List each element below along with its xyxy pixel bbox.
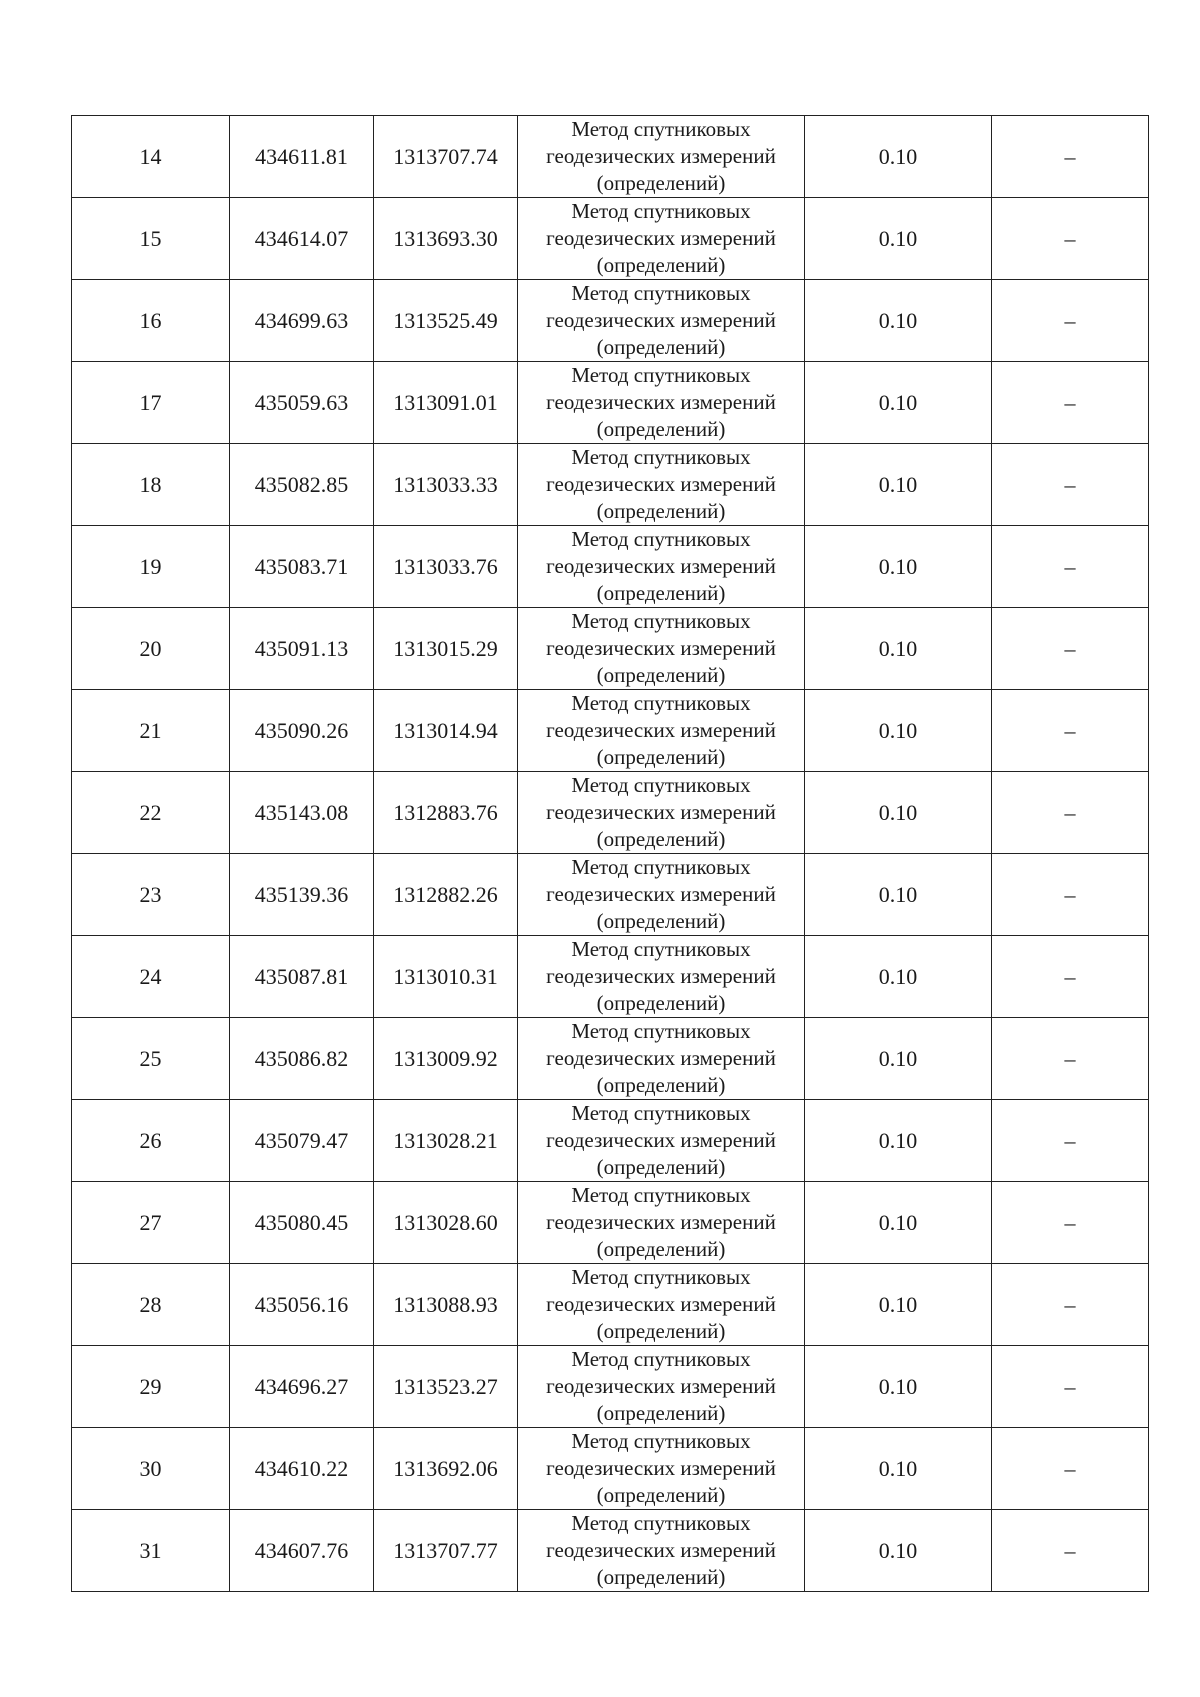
accuracy-cell: 0.10 [805, 198, 992, 280]
point-number-cell: 18 [72, 444, 230, 526]
point-number-cell: 28 [72, 1264, 230, 1346]
table-row [72, 854, 1149, 936]
y-coordinate-cell: 1313014.94 [374, 690, 518, 772]
table-row [72, 772, 1149, 854]
note-cell: – [992, 444, 1149, 526]
point-number-cell: 25 [72, 1018, 230, 1100]
note-cell: – [992, 1510, 1149, 1592]
point-number-cell: 21 [72, 690, 230, 772]
accuracy-cell: 0.10 [805, 280, 992, 362]
note-cell: – [992, 1100, 1149, 1182]
accuracy-cell: 0.10 [805, 772, 992, 854]
accuracy-cell: 0.10 [805, 1346, 992, 1428]
note-cell: – [992, 362, 1149, 444]
x-coordinate-cell: 435080.45 [230, 1182, 374, 1264]
table-row [72, 1182, 1149, 1264]
method-cell: Метод спутниковых геодезических измерений (определений) [518, 116, 805, 198]
method-cell: Метод спутниковых геодезических измерений (определений) [518, 772, 805, 854]
y-coordinate-cell: 1313523.27 [374, 1346, 518, 1428]
x-coordinate-cell: 434607.76 [230, 1510, 374, 1592]
x-coordinate-cell: 435091.13 [230, 608, 374, 690]
note-cell: – [992, 1346, 1149, 1428]
x-coordinate-cell: 434610.22 [230, 1428, 374, 1510]
y-coordinate-cell: 1313028.21 [374, 1100, 518, 1182]
table-row [72, 444, 1149, 526]
coordinates-table-body [72, 116, 1149, 1592]
x-coordinate-cell: 435059.63 [230, 362, 374, 444]
note-cell: – [992, 198, 1149, 280]
note-cell: – [992, 1182, 1149, 1264]
method-cell: Метод спутниковых геодезических измерений (определений) [518, 936, 805, 1018]
accuracy-cell: 0.10 [805, 1182, 992, 1264]
note-cell: – [992, 1428, 1149, 1510]
point-number-cell: 19 [72, 526, 230, 608]
point-number-cell: 30 [72, 1428, 230, 1510]
x-coordinate-cell: 435056.16 [230, 1264, 374, 1346]
method-cell: Метод спутниковых геодезических измерений (определений) [518, 280, 805, 362]
y-coordinate-cell: 1313693.30 [374, 198, 518, 280]
y-coordinate-cell: 1313028.60 [374, 1182, 518, 1264]
accuracy-cell: 0.10 [805, 1018, 992, 1100]
x-coordinate-cell: 435087.81 [230, 936, 374, 1018]
table-row [72, 1428, 1149, 1510]
y-coordinate-cell: 1313033.33 [374, 444, 518, 526]
y-coordinate-cell: 1313091.01 [374, 362, 518, 444]
table-row [72, 690, 1149, 772]
y-coordinate-cell: 1313692.06 [374, 1428, 518, 1510]
x-coordinate-cell: 435143.08 [230, 772, 374, 854]
accuracy-cell: 0.10 [805, 608, 992, 690]
accuracy-cell: 0.10 [805, 936, 992, 1018]
table-row [72, 1346, 1149, 1428]
method-cell: Метод спутниковых геодезических измерений (определений) [518, 526, 805, 608]
note-cell: – [992, 280, 1149, 362]
table-row [72, 936, 1149, 1018]
coordinates-table [71, 115, 1149, 1592]
table-row [72, 116, 1149, 198]
accuracy-cell: 0.10 [805, 444, 992, 526]
point-number-cell: 27 [72, 1182, 230, 1264]
method-cell: Метод спутниковых геодезических измерений (определений) [518, 362, 805, 444]
point-number-cell: 15 [72, 198, 230, 280]
accuracy-cell: 0.10 [805, 1428, 992, 1510]
note-cell: – [992, 116, 1149, 198]
x-coordinate-cell: 434696.27 [230, 1346, 374, 1428]
accuracy-cell: 0.10 [805, 1100, 992, 1182]
accuracy-cell: 0.10 [805, 1510, 992, 1592]
note-cell: – [992, 608, 1149, 690]
point-number-cell: 14 [72, 116, 230, 198]
y-coordinate-cell: 1312882.26 [374, 854, 518, 936]
note-cell: – [992, 526, 1149, 608]
method-cell: Метод спутниковых геодезических измерений (определений) [518, 444, 805, 526]
method-cell: Метод спутниковых геодезических измерений (определений) [518, 1018, 805, 1100]
x-coordinate-cell: 435139.36 [230, 854, 374, 936]
x-coordinate-cell: 435083.71 [230, 526, 374, 608]
table-row [72, 526, 1149, 608]
accuracy-cell: 0.10 [805, 526, 992, 608]
y-coordinate-cell: 1312883.76 [374, 772, 518, 854]
x-coordinate-cell: 435090.26 [230, 690, 374, 772]
table-row [72, 608, 1149, 690]
note-cell: – [992, 936, 1149, 1018]
method-cell: Метод спутниковых геодезических измерений (определений) [518, 690, 805, 772]
note-cell: – [992, 690, 1149, 772]
y-coordinate-cell: 1313088.93 [374, 1264, 518, 1346]
table-row [72, 280, 1149, 362]
y-coordinate-cell: 1313009.92 [374, 1018, 518, 1100]
accuracy-cell: 0.10 [805, 116, 992, 198]
method-cell: Метод спутниковых геодезических измерений (определений) [518, 854, 805, 936]
x-coordinate-cell: 434699.63 [230, 280, 374, 362]
point-number-cell: 22 [72, 772, 230, 854]
accuracy-cell: 0.10 [805, 854, 992, 936]
y-coordinate-cell: 1313015.29 [374, 608, 518, 690]
table-row [72, 1100, 1149, 1182]
table-row [72, 198, 1149, 280]
x-coordinate-cell: 435082.85 [230, 444, 374, 526]
table-row [72, 1018, 1149, 1100]
method-cell: Метод спутниковых геодезических измерений (определений) [518, 198, 805, 280]
accuracy-cell: 0.10 [805, 1264, 992, 1346]
method-cell: Метод спутниковых геодезических измерений (определений) [518, 608, 805, 690]
method-cell: Метод спутниковых геодезических измерений (определений) [518, 1182, 805, 1264]
method-cell: Метод спутниковых геодезических измерений (определений) [518, 1510, 805, 1592]
point-number-cell: 16 [72, 280, 230, 362]
note-cell: – [992, 772, 1149, 854]
table-row [72, 1264, 1149, 1346]
point-number-cell: 31 [72, 1510, 230, 1592]
y-coordinate-cell: 1313525.49 [374, 280, 518, 362]
y-coordinate-cell: 1313707.77 [374, 1510, 518, 1592]
accuracy-cell: 0.10 [805, 362, 992, 444]
method-cell: Метод спутниковых геодезических измерений (определений) [518, 1428, 805, 1510]
accuracy-cell: 0.10 [805, 690, 992, 772]
point-number-cell: 24 [72, 936, 230, 1018]
method-cell: Метод спутниковых геодезических измерений (определений) [518, 1100, 805, 1182]
x-coordinate-cell: 435086.82 [230, 1018, 374, 1100]
point-number-cell: 20 [72, 608, 230, 690]
point-number-cell: 29 [72, 1346, 230, 1428]
x-coordinate-cell: 435079.47 [230, 1100, 374, 1182]
x-coordinate-cell: 434614.07 [230, 198, 374, 280]
x-coordinate-cell: 434611.81 [230, 116, 374, 198]
y-coordinate-cell: 1313707.74 [374, 116, 518, 198]
table-row [72, 1510, 1149, 1592]
point-number-cell: 17 [72, 362, 230, 444]
y-coordinate-cell: 1313033.76 [374, 526, 518, 608]
note-cell: – [992, 1018, 1149, 1100]
table-row [72, 362, 1149, 444]
note-cell: – [992, 1264, 1149, 1346]
point-number-cell: 23 [72, 854, 230, 936]
y-coordinate-cell: 1313010.31 [374, 936, 518, 1018]
method-cell: Метод спутниковых геодезических измерений (определений) [518, 1346, 805, 1428]
method-cell: Метод спутниковых геодезических измерений (определений) [518, 1264, 805, 1346]
note-cell: – [992, 854, 1149, 936]
point-number-cell: 26 [72, 1100, 230, 1182]
